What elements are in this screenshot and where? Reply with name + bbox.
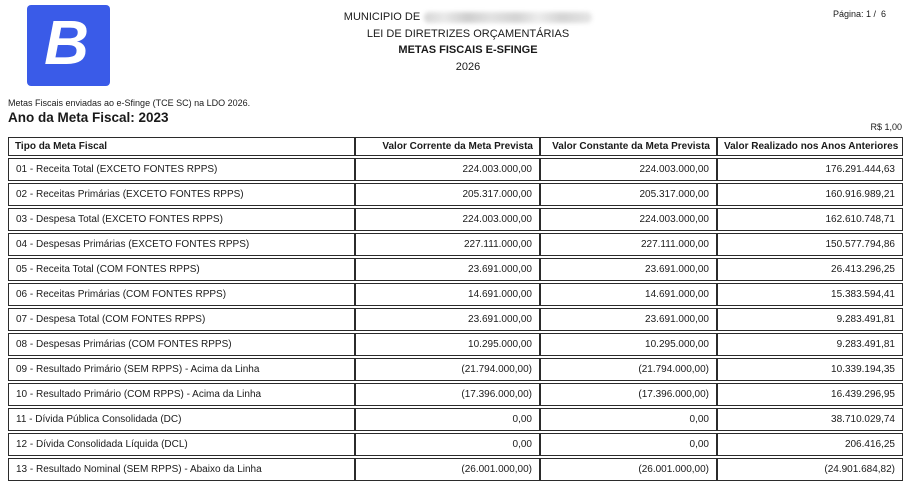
value-cell: 10.295.000,00	[540, 333, 717, 356]
municipality-label: MUNICIPIO DE	[343, 11, 421, 23]
meta-type-cell: 02 - Receitas Primárias (EXCETO FONTES RPPS)	[8, 183, 355, 206]
table-header-row	[8, 137, 903, 156]
value-cell: 206.416,25	[717, 433, 903, 456]
meta-type-cell: 03 - Despesa Total (EXCETO FONTES RPPS)	[8, 208, 355, 231]
value-cell: 26.413.296,25	[717, 258, 903, 281]
table-row	[8, 308, 903, 331]
report-title: METAS FISCAIS E-SFINGE	[398, 44, 538, 56]
table-row	[8, 433, 903, 456]
value-cell: (21.794.000,00)	[355, 358, 540, 381]
column-header: Valor Corrente da Meta Prevista	[355, 137, 540, 156]
value-cell: 0,00	[540, 433, 717, 456]
report-header	[26, 8, 910, 78]
meta-type-cell: 06 - Receitas Primárias (COM FONTES RPPS)	[8, 283, 355, 306]
value-cell: 15.383.594,41	[717, 283, 903, 306]
value-cell: 10.295.000,00	[355, 333, 540, 356]
table-row	[8, 383, 903, 406]
meta-type-cell: 11 - Dívida Pública Consolidada (DC)	[8, 408, 355, 431]
meta-type-cell: 05 - Receita Total (COM FONTES RPPS)	[8, 258, 355, 281]
currency-unit: R$ 1,00	[870, 122, 902, 132]
value-cell: 10.339.194,35	[717, 358, 903, 381]
report-subtitle: LEI DE DIRETRIZES ORÇAMENTÁRIAS	[366, 27, 570, 40]
value-cell: 14.691.000,00	[540, 283, 717, 306]
table-row	[8, 408, 903, 431]
table-row	[8, 158, 903, 181]
value-cell: 14.691.000,00	[355, 283, 540, 306]
meta-type-cell: 10 - Resultado Primário (COM RPPS) - Acima da Linha	[8, 383, 355, 406]
meta-type-cell: 04 - Despesas Primárias (EXCETO FONTES RPPS)	[8, 233, 355, 256]
intro-note: Metas Fiscais enviadas ao e-Sfinge (TCE SC) na LDO 2026.	[8, 98, 251, 108]
municipality-line	[26, 9, 910, 26]
value-cell: 224.003.000,00	[540, 208, 717, 231]
value-cell: (17.396.000,00)	[355, 383, 540, 406]
fiscal-table	[8, 135, 903, 483]
value-cell: 23.691.000,00	[355, 308, 540, 331]
value-cell: (26.001.000,00)	[355, 458, 540, 481]
meta-type-cell: 12 - Dívida Consolidada Líquida (DCL)	[8, 433, 355, 456]
table-row	[8, 458, 903, 481]
value-cell: 0,00	[540, 408, 717, 431]
value-cell: 227.111.000,00	[355, 233, 540, 256]
table-row	[8, 258, 903, 281]
table-row	[8, 358, 903, 381]
column-header: Valor Realizado nos Anos Anteriores	[717, 137, 903, 156]
value-cell: 0,00	[355, 408, 540, 431]
meta-type-cell: 07 - Despesa Total (COM FONTES RPPS)	[8, 308, 355, 331]
value-cell: 224.003.000,00	[355, 208, 540, 231]
page-number: Página: 1 / 6	[832, 9, 886, 19]
value-cell: 16.439.296,95	[717, 383, 903, 406]
meta-type-cell: 09 - Resultado Primário (SEM RPPS) - Acima da Linha	[8, 358, 355, 381]
value-cell: 23.691.000,00	[540, 258, 717, 281]
value-cell: 162.610.748,71	[717, 208, 903, 231]
table-row	[8, 183, 903, 206]
column-header: Tipo da Meta Fiscal	[8, 137, 355, 156]
value-cell: 23.691.000,00	[540, 308, 717, 331]
value-cell: (21.794.000,00)	[540, 358, 717, 381]
fiscal-table-body	[8, 158, 903, 481]
value-cell: 160.916.989,21	[717, 183, 903, 206]
table-row	[8, 283, 903, 306]
report-year: 2026	[455, 60, 481, 73]
value-cell: 224.003.000,00	[540, 158, 717, 181]
value-cell: 205.317.000,00	[355, 183, 540, 206]
meta-type-cell: 13 - Resultado Nominal (SEM RPPS) - Abaixo da Linha	[8, 458, 355, 481]
value-cell: 0,00	[355, 433, 540, 456]
value-cell: (17.396.000,00)	[540, 383, 717, 406]
meta-type-cell: 08 - Despesas Primárias (COM FONTES RPPS)	[8, 333, 355, 356]
value-cell: 224.003.000,00	[355, 158, 540, 181]
value-cell: 176.291.444,63	[717, 158, 903, 181]
table-row	[8, 333, 903, 356]
logo-letter-b: B	[44, 8, 89, 78]
column-header: Valor Constante da Meta Prevista	[540, 137, 717, 156]
value-cell: 150.577.794,86	[717, 233, 903, 256]
value-cell: 23.691.000,00	[355, 258, 540, 281]
value-cell: 9.283.491,81	[717, 308, 903, 331]
value-cell: (26.001.000,00)	[540, 458, 717, 481]
value-cell: 9.283.491,81	[717, 333, 903, 356]
table-row	[8, 208, 903, 231]
value-cell: 227.111.000,00	[540, 233, 717, 256]
value-cell: 205.317.000,00	[540, 183, 717, 206]
value-cell: (24.901.684,82)	[717, 458, 903, 481]
municipality-name-redacted	[424, 12, 592, 23]
meta-type-cell: 01 - Receita Total (EXCETO FONTES RPPS)	[8, 158, 355, 181]
section-title: Ano da Meta Fiscal: 2023	[8, 110, 169, 125]
table-row	[8, 233, 903, 256]
value-cell: 38.710.029,74	[717, 408, 903, 431]
